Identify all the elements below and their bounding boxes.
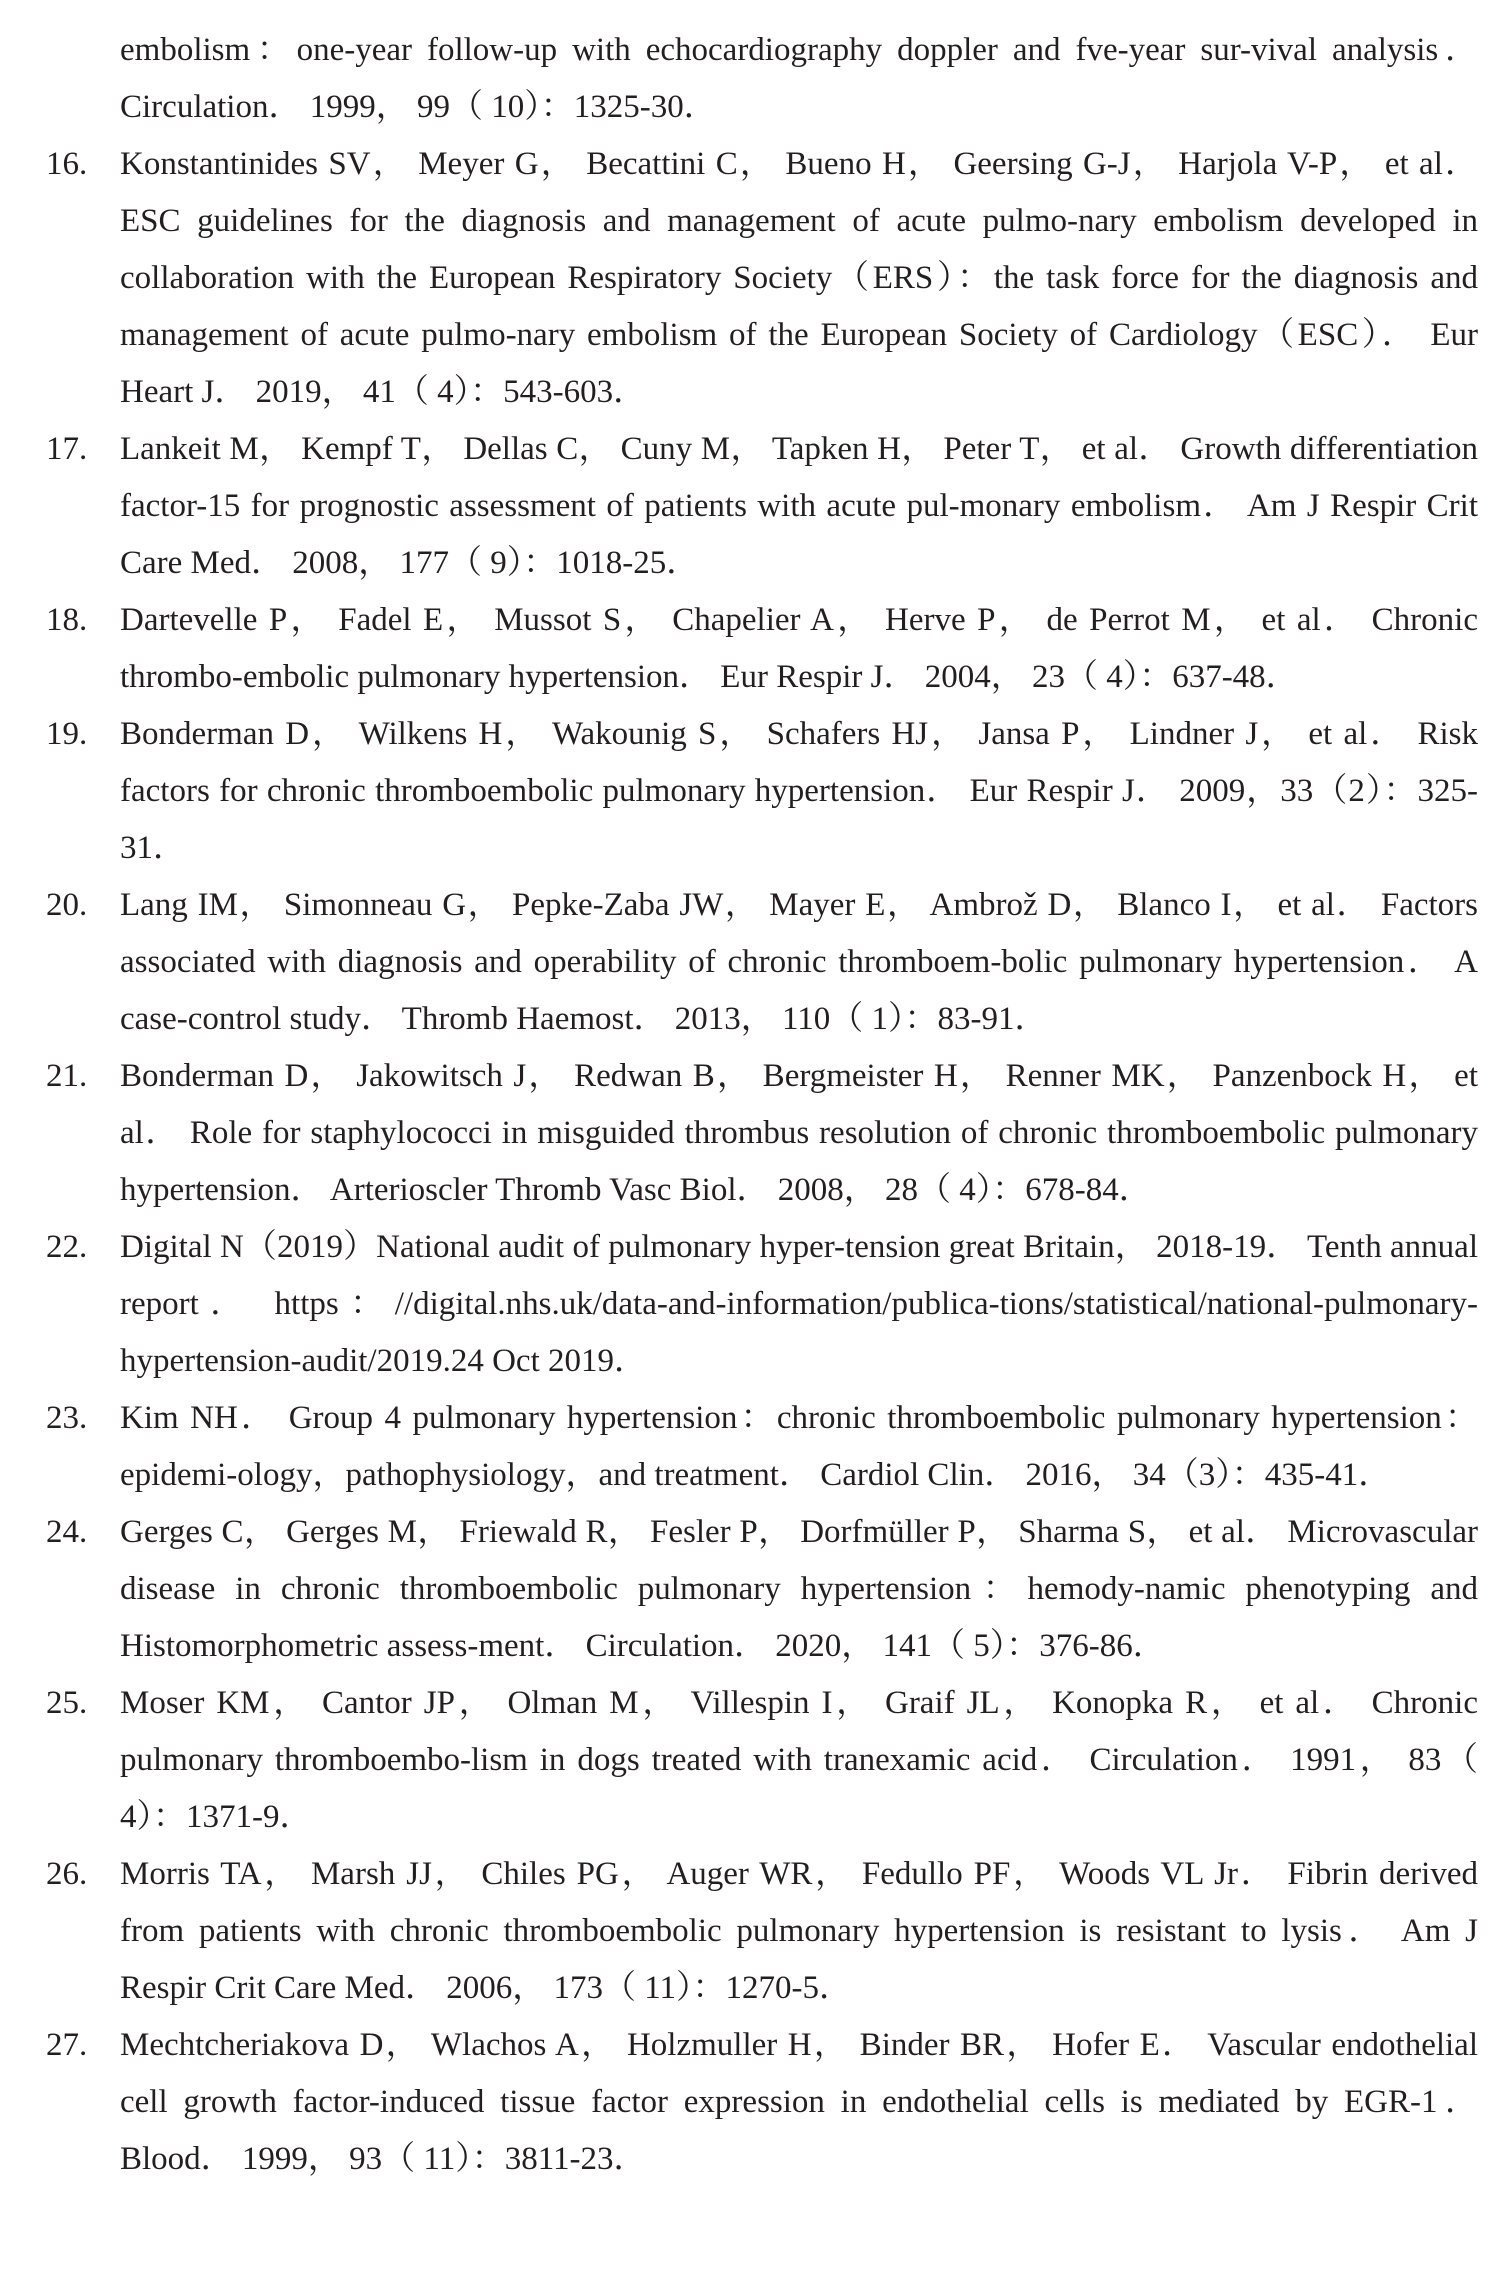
reference-number: 27.	[46, 2027, 88, 2063]
reference-number: 21.	[46, 1058, 88, 1094]
reference-text: Morris TA， Marsh JJ， Chiles PG， Auger WR， Fedullo PF， Woods VL Jr． Fibrin derived from patients with chronic thromboembolic pulmonary hypertension is resistant to lysis． Am J Respir Crit Care Med． 2006， 173（ 11）：1270-5．	[120, 1856, 1478, 2006]
reference-item	[46, 2017, 1478, 2188]
reference-number: 17.	[46, 431, 88, 467]
reference-text: Lang IM， Simonneau G， Pepke-Zaba JW， Mayer E， Ambrož D， Blanco I， et al． Factors associated with diagnosis and operability of chronic thromboem-bolic pulmonary hypertension． A case-control study． Thromb Haemost． 2013， 110（ 1）：83-91．	[120, 887, 1478, 1037]
reference-text: Moser KM， Cantor JP， Olman M， Villespin I， Graif JL， Konopka R， et al． Chronic pulmonary thromboembo-lism in dogs treated with tranexamic acid． Circulation． 1991， 83（ 4）：1371-9．	[120, 1685, 1478, 1835]
reference-text: Digital N（2019）National audit of pulmonary hyper-tension great Britain， 2018-19． Tenth annual report． https：//digital.nhs.uk/data-and-information/publica-tions/statistical/national-pulmonary-hypertension-audit/2019.24 Oct 2019．	[120, 1229, 1478, 1379]
reference-text: Bonderman D， Wilkens H， Wakounig S， Schafers HJ， Jansa P， Lindner J， et al． Risk factors for chronic thromboembolic pulmonary hypertension． Eur Respir J． 2009，33（2）：325-31．	[120, 716, 1478, 866]
reference-continuation	[120, 22, 1478, 136]
reference-item	[46, 1675, 1478, 1846]
reference-text: Lankeit M， Kempf T， Dellas C， Cuny M， Tapken H， Peter T， et al． Growth differentiation factor-15 for prognostic assessment of patients with acute pul-monary embolism． Am J Respir Crit Care Med． 2008， 177（ 9）：1018-25．	[120, 431, 1478, 581]
reference-text: Konstantinides SV， Meyer G， Becattini C， Bueno H， Geersing G-J， Harjola V-P， et al． ESC guidelines for the diagnosis and management of acute pulmo-nary embolism developed in collaboration with the European Respiratory Society（ERS）：the task force for the diagnosis and management of acute pulmo-nary embolism of the European Society of Cardiology（ESC）． Eur Heart J． 2019， 41（ 4）：543-603．	[120, 146, 1478, 410]
reference-text: embolism：one-year follow-up with echocardiography doppler and fve-year sur-vival analysis． Circulation． 1999， 99（ 10）：1325-30．	[120, 32, 1478, 125]
reference-text: Gerges C， Gerges M， Friewald R， Fesler P， Dorfmüller P， Sharma S， et al． Microvascular disease in chronic thromboembolic pulmonary hypertension：hemody-namic phenotyping and Histomorphometric assess-ment． Circulation． 2020， 141（ 5）：376-86．	[120, 1514, 1478, 1664]
reference-item	[46, 136, 1478, 421]
reference-number: 23.	[46, 1400, 88, 1436]
reference-item	[46, 1048, 1478, 1219]
reference-item	[46, 706, 1478, 877]
reference-number: 20.	[46, 887, 88, 923]
reference-text: Dartevelle P， Fadel E， Mussot S， Chapelier A， Herve P， de Perrot M， et al． Chronic thrombo-embolic pulmonary hypertension． Eur Respir J． 2004， 23（ 4）：637-48．	[120, 602, 1478, 695]
reference-number: 22.	[46, 1229, 88, 1265]
reference-item	[46, 1219, 1478, 1390]
reference-number: 25.	[46, 1685, 88, 1721]
reference-item	[46, 1846, 1478, 2017]
reference-list	[46, 22, 1478, 2188]
reference-item	[46, 592, 1478, 706]
reference-item	[46, 1390, 1478, 1504]
reference-text: Bonderman D， Jakowitsch J， Redwan B， Bergmeister H， Renner MK， Panzenbock H， et al． Role for staphylococci in misguided thrombus resolution of chronic thromboembolic pulmonary hypertension． Arterioscler Thromb Vasc Biol． 2008， 28（ 4）：678-84．	[120, 1058, 1478, 1208]
reference-item	[46, 1504, 1478, 1675]
reference-number: 19.	[46, 716, 88, 752]
reference-text: Kim NH． Group 4 pulmonary hypertension：chronic thromboembolic pulmonary hypertension：epidemi-ology，pathophysiology，and treatment． Cardiol Clin． 2016， 34（3）：435-41．	[120, 1400, 1478, 1493]
reference-text: Mechtcheriakova D， Wlachos A， Holzmuller H， Binder BR， Hofer E． Vascular endothelial cell growth factor-induced tissue factor expression in endothelial cells is mediated by EGR-1． Blood． 1999， 93（ 11）：3811-23．	[120, 2027, 1478, 2177]
reference-item	[46, 877, 1478, 1048]
reference-item	[46, 421, 1478, 592]
reference-number: 18.	[46, 602, 88, 638]
reference-number: 26.	[46, 1856, 88, 1892]
reference-number: 24.	[46, 1514, 88, 1550]
reference-number: 16.	[46, 146, 88, 182]
